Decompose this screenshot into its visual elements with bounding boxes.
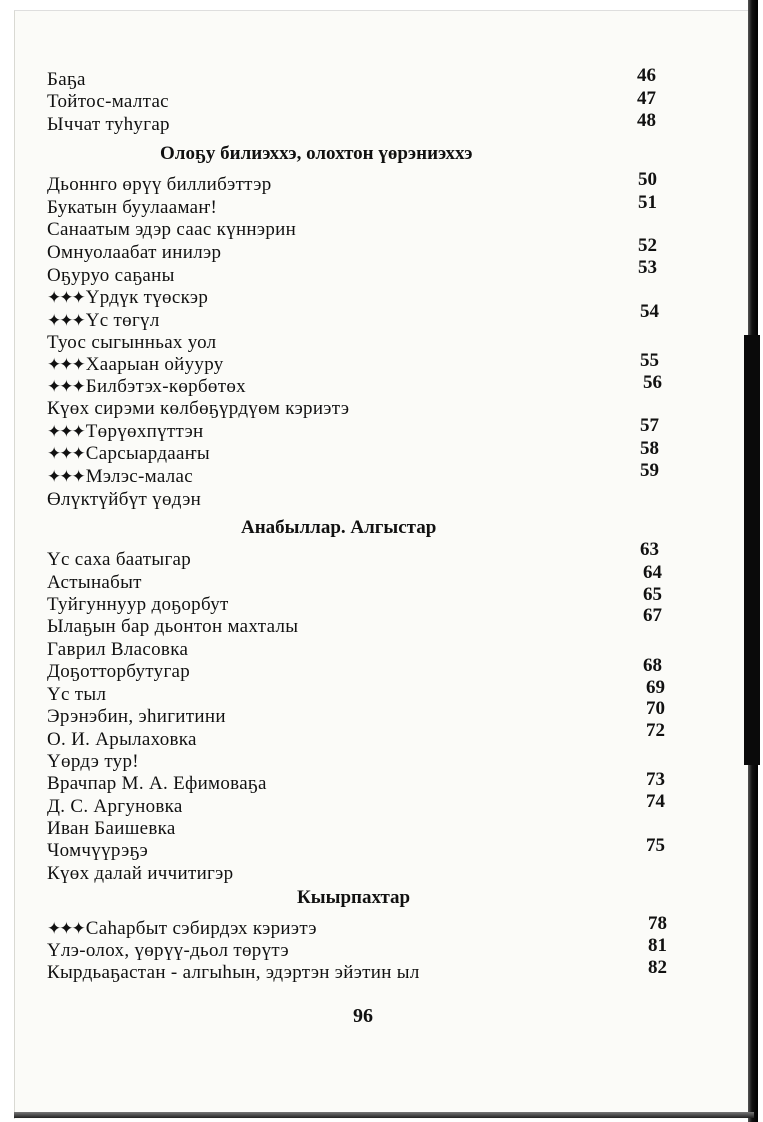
toc-entry-title: Туйгуннуур доҕорбут <box>47 594 229 615</box>
toc-entry <box>47 661 190 683</box>
toc-entry <box>47 354 224 376</box>
toc-entry-title: Үс саха баатыгар <box>47 549 192 570</box>
toc-entry <box>47 197 217 219</box>
toc-entry-title: Үс тыл <box>47 684 107 705</box>
toc-entry <box>47 174 272 196</box>
star-ornament-icon: ✦✦✦ <box>47 467 84 486</box>
toc-entry <box>47 466 193 488</box>
toc-entry-title: Өлүктүйбүт үөдэн <box>47 489 202 510</box>
toc-entry-title: Астынабыт <box>47 572 142 593</box>
toc-entry <box>47 594 229 616</box>
toc-entry <box>47 684 106 706</box>
toc-entry-title: Үлэ-олох, үөрүү-дьол төрүтэ <box>47 940 289 961</box>
toc-entry <box>47 489 201 511</box>
toc-entry <box>47 751 139 773</box>
toc-entry-title: О. И. Арылаховка <box>47 729 197 750</box>
toc-entry-title: Чомчүүрэҕэ <box>47 840 149 861</box>
star-ornament-icon: ✦✦✦ <box>47 444 84 463</box>
toc-page-number: 74 <box>646 791 665 812</box>
toc-entry-title: Букатын буулаамаҥ! <box>47 197 218 218</box>
toc-entry-title: Үс төгүл <box>85 310 160 331</box>
toc-entry <box>47 287 208 309</box>
toc-entry <box>47 706 226 728</box>
toc-page-number: 52 <box>638 235 657 256</box>
toc-entry <box>47 242 221 264</box>
toc-entry-title: Хаарыан ойууру <box>85 354 224 375</box>
toc-entry <box>47 863 233 885</box>
star-ornament-icon: ✦✦✦ <box>47 919 84 938</box>
toc-entry <box>47 376 246 398</box>
toc-entry <box>47 332 216 354</box>
toc-page-number: 82 <box>648 957 667 978</box>
toc-entry <box>47 265 175 287</box>
section-heading: Анабыллар. Алгыстар <box>241 517 437 538</box>
toc-entry-title: Кырдьаҕастан - алгыһын, эдэртэн эйэтин ыл <box>47 962 420 983</box>
toc-page-number: 47 <box>637 88 656 109</box>
toc-entry-title: Баҕа <box>47 69 86 90</box>
toc-page-number: 72 <box>646 720 665 741</box>
page-number: 96 <box>353 1005 373 1027</box>
toc-page-number: 68 <box>643 655 662 676</box>
toc-entry-title: Үрдүк түөскэр <box>85 287 209 308</box>
section-heading: Олоҕу билиэххэ, олохтон үөрэниэххэ <box>160 143 473 164</box>
toc-entry-title: Ылаҕын бар дьонтон махталы <box>47 616 299 637</box>
toc-entry <box>47 310 160 332</box>
page-bottom-edge <box>14 1112 754 1118</box>
toc-page-number: 57 <box>640 415 659 436</box>
toc-entry-title: Үөрдэ тур! <box>47 751 139 772</box>
toc-entry <box>47 219 296 241</box>
toc-entry-title: Иван Баишевка <box>47 818 176 839</box>
toc-entry <box>47 962 420 984</box>
toc-entry <box>47 918 317 940</box>
toc-entry-title: Доҕотторбутугар <box>47 661 191 682</box>
toc-page-number: 70 <box>646 698 665 719</box>
toc-entry-title: Санаатым эдэр саас күннэрин <box>47 219 297 240</box>
toc-entry <box>47 114 170 136</box>
toc-page-number: 64 <box>643 562 662 583</box>
toc-entry <box>47 639 188 661</box>
star-ornament-icon: ✦✦✦ <box>47 377 84 396</box>
toc-entry <box>47 796 183 818</box>
toc-page-number: 46 <box>637 65 656 86</box>
toc-entry-title: Билбэтэх-көрбөтөх <box>85 376 246 397</box>
toc-entry <box>47 421 204 443</box>
toc-page-number: 69 <box>646 677 665 698</box>
toc-entry-title: Гаврил Власовка <box>47 639 189 660</box>
toc-entry <box>47 91 169 113</box>
toc-entry <box>47 773 267 795</box>
toc-entry <box>47 729 197 751</box>
toc-entry-title: Саһарбыт сэбирдэх кэриэтэ <box>85 918 317 939</box>
toc-entry <box>47 940 289 962</box>
toc-page-number: 53 <box>638 257 657 278</box>
star-ornament-icon: ✦✦✦ <box>47 288 84 307</box>
toc-entry-title: Төрүөхпүттэн <box>85 421 204 442</box>
toc-page-number: 58 <box>640 438 659 459</box>
toc-page-number: 78 <box>648 913 667 934</box>
toc-page-number: 73 <box>646 769 665 790</box>
toc-entry-title: Мэлэс-малас <box>85 466 193 487</box>
toc-entry-title: Тойтос-малтас <box>47 91 169 112</box>
toc-page-number: 56 <box>643 372 662 393</box>
toc-entry-title: Ыччат туһугар <box>47 114 170 135</box>
toc-entry-title: Күөх далай иччитигэр <box>47 863 234 884</box>
toc-entry <box>47 69 86 91</box>
toc-entry <box>47 616 298 638</box>
toc-page-number: 48 <box>637 110 656 131</box>
star-ornament-icon: ✦✦✦ <box>47 355 84 374</box>
toc-entry-title: Оҕуруо саҕаны <box>47 265 175 286</box>
toc-entry-title: Д. С. Аргуновка <box>47 796 183 817</box>
toc-page-number: 81 <box>648 935 667 956</box>
toc-entry-title: Күөх сирэми көлбөҕүрдүөм кэриэтэ <box>47 398 350 419</box>
toc-entry-title: Дьоннго өрүү биллибэттэр <box>47 174 272 195</box>
toc-page-number: 75 <box>646 835 665 856</box>
toc-entry-title: Эрэнэбин, эһигитини <box>47 706 226 727</box>
toc-entry-title: Врачпар М. А. Ефимоваҕа <box>47 773 267 794</box>
star-ornament-icon: ✦✦✦ <box>47 311 84 330</box>
section-heading: Кыырпахтар <box>297 887 411 908</box>
toc-entry <box>47 840 148 862</box>
toc-entry-title: Омнуолаабат инилэр <box>47 242 222 263</box>
toc-entry <box>47 443 210 465</box>
toc-page-number: 67 <box>643 605 662 626</box>
toc-page-number: 51 <box>638 192 657 213</box>
toc-entry-title: Туос сыгынньах уол <box>47 332 217 353</box>
toc-entry <box>47 572 142 594</box>
toc-page-number: 55 <box>640 350 659 371</box>
toc-entry <box>47 818 176 840</box>
toc-entry-title: Сарсыардааҥы <box>85 443 210 464</box>
page-binding-shadow <box>744 335 760 765</box>
toc-entry <box>47 549 191 571</box>
toc-page-number: 54 <box>640 301 659 322</box>
toc-page-number: 63 <box>640 539 659 560</box>
toc-page-number: 59 <box>640 460 659 481</box>
toc-page-number: 65 <box>643 584 662 605</box>
toc-page-number: 50 <box>638 169 657 190</box>
toc-entry <box>47 398 349 420</box>
star-ornament-icon: ✦✦✦ <box>47 422 84 441</box>
